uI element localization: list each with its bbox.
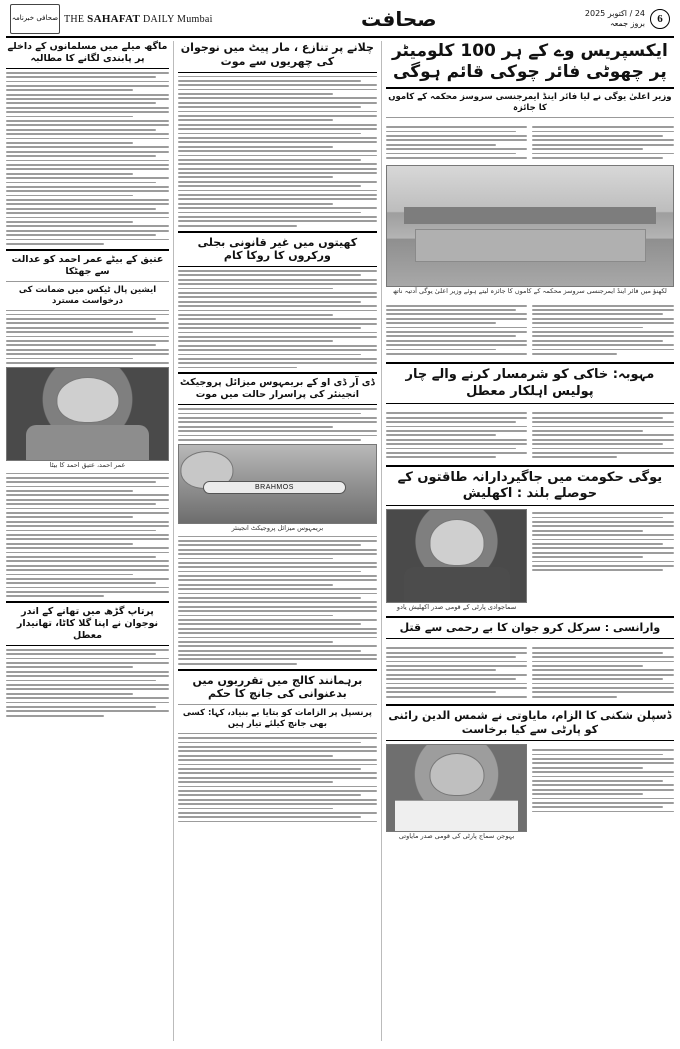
mid-body-3a <box>178 408 377 441</box>
masthead-date-line2: بروز جمعہ <box>609 19 645 28</box>
lead-body-cols <box>386 299 674 357</box>
umar-ahmed-photo-caption: عمر احمد، عتیق احمد کا بیٹا <box>49 460 126 469</box>
akhilesh-photo-col <box>386 509 528 612</box>
brahmos-missile-label: BRAHMOS <box>203 481 347 495</box>
varanasi-body-cols <box>386 642 674 700</box>
headline-mahoba: مہوبہ: خاکی کو شرمسار کرنے والے چار پولیس اہلکار معطل <box>405 367 655 399</box>
mid-body-4 <box>178 737 377 822</box>
left-headline-1: ماگھ میلے میں مسلمانوں کے داخلے پر پابندی لگانے کا مطالبہ <box>7 41 168 64</box>
left-body-3 <box>6 649 169 717</box>
mayawati-photo-caption: بہوجن سماج پارٹی کی قومی صدر مایاوتی <box>398 831 515 840</box>
varanasi-body-a <box>532 645 674 700</box>
akhilesh-photo <box>386 509 528 603</box>
mahoba-body-a <box>532 410 674 461</box>
masthead-sahafat: SAHAFAT <box>87 13 141 25</box>
akhilesh-text-col <box>532 509 674 612</box>
akhilesh-photo-caption: سماجوادی پارٹی کے قومی صدر اکھلیش یادو <box>396 603 517 612</box>
mahoba-body-cols <box>386 407 674 461</box>
left-body-2b <box>6 473 169 598</box>
lead-body-d <box>386 302 528 357</box>
masthead-the: THE <box>64 14 85 25</box>
mayawati-photo <box>386 744 528 832</box>
left-headline-2: عتیق کے بیٹے عمر احمد کو عدالت سے جھٹکا <box>11 253 164 277</box>
publication-logo: صحافی خبرنامہ <box>10 4 60 34</box>
page-grid <box>6 41 674 1041</box>
left-subhead-2: ایشین پال ٹیکس میں ضمانت کی درخواست مسترد <box>18 284 157 306</box>
akhilesh-body <box>532 512 674 571</box>
left-body-1 <box>6 72 169 245</box>
mayawati-section <box>386 744 674 841</box>
mid-headline-4: برہمانند کالج میں تقرریوں میں بدعنوانی کی جانچ کا حکم <box>192 673 363 701</box>
headline-mayawati: ڈسپلن شکنی کا الزام، مایاوتی نے شمس الدین رائنی کو پارٹی سے کیا برخاست <box>388 709 672 736</box>
masthead-english-title <box>64 13 213 25</box>
lead-intro-cols <box>386 121 674 162</box>
mahoba-body-b <box>386 410 528 461</box>
lead-body-a <box>532 124 674 162</box>
mid-body-3b <box>178 536 377 665</box>
mayawati-photo-col <box>386 744 528 841</box>
headline-varanasi: وارانسی : سرکل کرو جوان کا بے رحمی سے قتل <box>399 621 661 635</box>
brahmos-photo-caption: بریمہوس میزائل پروجیکٹ انجینئر <box>231 523 324 532</box>
left-headline-3: پرتاپ گڑھ میں تھانے کے اندر نوجوان نے اپنا گلا کاٹا، تھانیدار معطل <box>16 606 159 641</box>
column-divider-1 <box>381 41 382 1041</box>
mid-headline-2: کھیتوں میں غیر قانونی بجلی ورکروں کا روکا کام <box>197 235 358 263</box>
umar-ahmed-photo <box>6 367 169 461</box>
lead-headline: ایکسپریس وے کے ہر 100 کلومیٹر پر چھوٹی فائر چوکی قائم ہوگی <box>391 41 668 83</box>
masthead-left <box>10 4 213 34</box>
lead-photo <box>386 165 674 287</box>
masthead-right <box>585 9 670 29</box>
page-number-badge: 6 <box>650 9 670 29</box>
lead-body-c <box>532 302 674 357</box>
column-lead <box>386 41 674 1041</box>
masthead-date <box>585 9 645 28</box>
mid-headline-3: ڈی آر ڈی او کے بریمہوس میزائل پروجیکٹ انجینئر کی پراسرار حالت میں موت <box>180 377 375 401</box>
column-left <box>6 41 169 1041</box>
lead-photo-caption: لکھنؤ میں فائر اینڈ ایمرجنسی سروسز محکمہ کے کاموں کا جائزہ لیتے ہوئے وزیر اعلیٰ یوگی آدتیہ ناتھ <box>392 287 667 296</box>
masthead-date-line1: 24 / اکتوبر 2025 <box>584 9 645 19</box>
akhilesh-section <box>386 509 674 612</box>
left-body-2a <box>6 314 169 364</box>
mid-body-1 <box>178 76 377 227</box>
column-middle <box>178 41 377 1041</box>
masthead-daily-mumbai: DAILY Mumbai <box>143 14 213 25</box>
masthead-urdu-title: صحافت <box>361 7 437 31</box>
varanasi-body-b <box>386 645 528 700</box>
lead-subhead: وزیر اعلیٰ یوگی نے لیا فائر اینڈ ایمرجنسی سروسز محکمہ کے کاموں کا جائزہ <box>388 91 672 113</box>
masthead <box>6 4 674 38</box>
mid-subhead-4: پرنسپل پر الزامات کو بتایا بے بنیاد، کہا: کسی بھی جانچ کیلئے تیار ہیں <box>182 708 372 730</box>
mid-body-2 <box>178 270 377 368</box>
headline-akhilesh: یوگی حکومت میں جاگیردارانہ طاقتوں کے حوصلے بلند : اکھلیش <box>397 469 663 502</box>
brahmos-photo <box>178 444 377 524</box>
mid-headline-1: چلانے پر تنازع ، مار پیٹ میں نوجوان کی چھریوں سے موت <box>180 41 374 68</box>
mayawati-body <box>532 747 674 841</box>
column-divider-2 <box>173 41 174 1041</box>
lead-body-b <box>386 124 528 162</box>
